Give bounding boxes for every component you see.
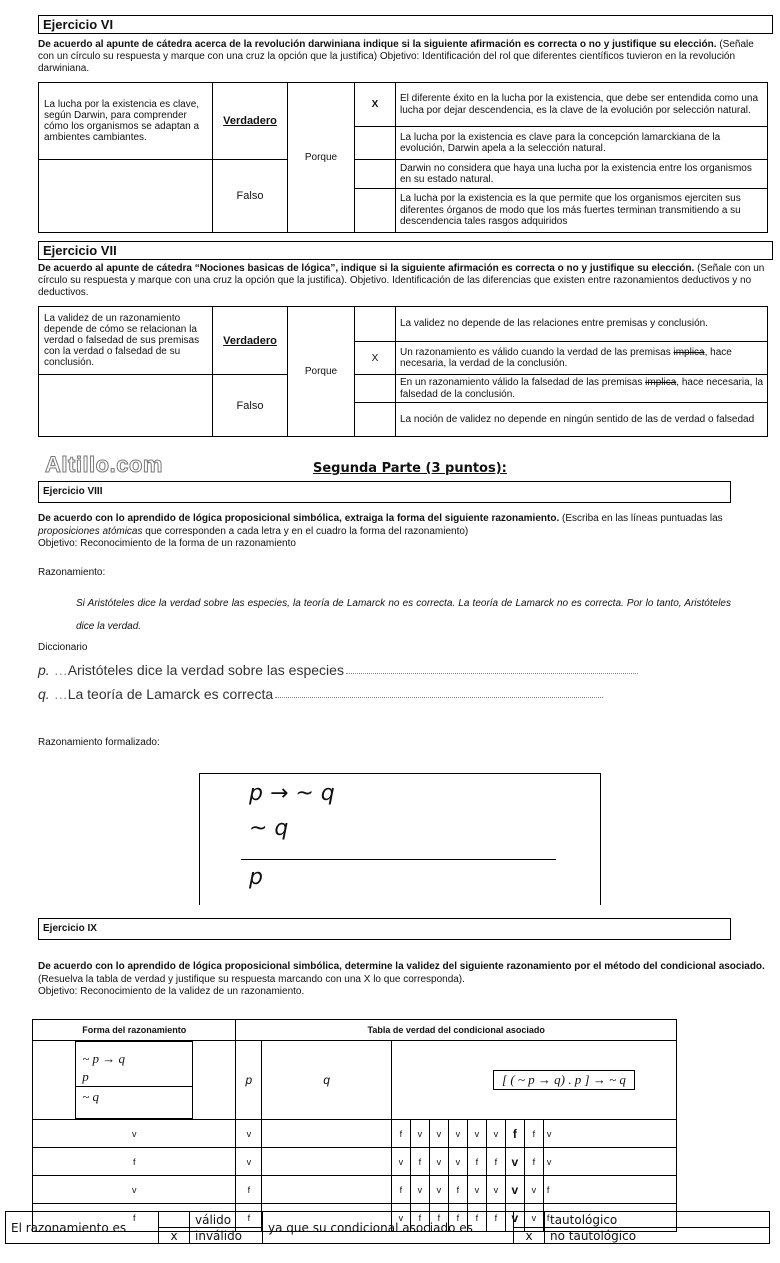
tt-formula-cell — [391, 1041, 676, 1120]
tt-form-box — [75, 1041, 193, 1119]
tt-cell-p[interactable]: f — [33, 1204, 236, 1232]
ej9-intro-rest: (Resuelva la tabla de verdad y justifique su respuesta marcando con una X lo que corresponda). — [38, 973, 465, 985]
tt-cell-value[interactable]: f — [543, 1204, 676, 1232]
ej6-title — [38, 15, 773, 34]
ej9-title-text: Ejercicio IX — [43, 923, 97, 934]
tt-cell-q[interactable]: f — [236, 1204, 262, 1232]
ej6-mark-4[interactable] — [355, 189, 396, 233]
tt-row — [33, 1120, 677, 1148]
ej8-intro-b: que corresponden a cada letra y en el cuadro la forma del razonamiento) — [142, 525, 469, 537]
dict-dots-lead-q: … — [53, 686, 68, 702]
ej6-statement: La lucha por la existencia es clave, según Darwin, para comprender cómo los organismos se adaptan a ambientes cambiantes. — [39, 83, 213, 160]
result-nontaut-mark[interactable]: x — [514, 1228, 545, 1244]
tt-p-header: p — [236, 1041, 262, 1120]
dict-row-q — [38, 686, 603, 702]
ej7-option-3-b: , hace necesaria, la falsedad de la conclusión. — [400, 377, 763, 400]
result-table — [5, 1211, 770, 1244]
ej7-false[interactable]: Falso — [213, 375, 288, 437]
second-part-title: Segunda Parte (3 puntos): — [313, 461, 507, 476]
ej6-option-3: Darwin no considera que haya una lucha por la existencia entre los organismos en su estado natural. — [396, 160, 768, 189]
dict-row-p — [38, 662, 638, 678]
ej7-title-text: Ejercicio VII — [43, 243, 117, 258]
dict-letter-p: p. — [38, 662, 50, 678]
tt-cell-value[interactable]: f — [505, 1120, 524, 1148]
ej9-intro-bold: De acuerdo con lo aprendido de lógica proposicional simbólica, determine la validez del siguiente razonamiento por el método del condicional asociado. — [38, 961, 765, 972]
tt-cell-value[interactable]: v — [505, 1176, 524, 1204]
tt-cell-value[interactable]: v — [448, 1148, 467, 1176]
tt-cell-value[interactable]: v — [391, 1148, 410, 1176]
ej7-option-3-a: En un razonamiento válido la falsedad de las premisas — [400, 377, 646, 388]
ej8-objective: Objetivo: Reconocimiento de la forma de un razonamiento — [38, 538, 296, 549]
tt-cell-value[interactable]: v — [505, 1204, 524, 1232]
tt-col1-header: Forma del razonamiento — [33, 1020, 236, 1041]
altillo-logo: Altillo.com — [45, 452, 163, 477]
tt-cell-q[interactable]: v — [236, 1120, 262, 1148]
ej7-option-2-strike: implica — [673, 346, 705, 358]
tt-cell-value[interactable]: v — [543, 1148, 676, 1176]
ej8-title — [38, 481, 731, 503]
result-taut: tautológico — [545, 1212, 770, 1228]
tt-cell-value[interactable]: v — [410, 1120, 429, 1148]
result-middle: ya que su condicional asociado es — [263, 1212, 514, 1244]
tt-cell-value[interactable]: f — [448, 1176, 467, 1204]
ej7-option-3 — [396, 375, 768, 403]
ej6-mark-2[interactable] — [355, 127, 396, 160]
result-taut-mark[interactable] — [514, 1212, 545, 1228]
ej7-mark-2[interactable]: X — [355, 342, 396, 375]
ej7-table — [38, 306, 768, 437]
tt-row — [33, 1176, 677, 1204]
ej6-option-4: La lucha por la existencia es la que permite que los organismos ejerciten sus diferentes órganos de modo que los más fuertes terminan transmitiendo a su descendencia tales rasgos adquiridos — [396, 189, 768, 233]
tt-cell-value[interactable]: f — [524, 1148, 543, 1176]
tt-cell-value[interactable]: f — [410, 1204, 429, 1232]
tt-cell-p[interactable]: v — [33, 1176, 236, 1204]
tt-cell-value[interactable]: v — [543, 1120, 676, 1148]
result-nontaut: no tautológico — [545, 1228, 770, 1244]
tt-cell-value[interactable]: f — [391, 1176, 410, 1204]
tt-cell-value[interactable]: f — [429, 1204, 448, 1232]
formal-premise-1[interactable]: p → ~ q — [249, 781, 335, 806]
tt-cell-value[interactable]: v — [467, 1120, 486, 1148]
tt-cell-value[interactable]: f — [391, 1120, 410, 1148]
tt-cell-value[interactable]: f — [467, 1148, 486, 1176]
tt-cell-p[interactable]: v — [33, 1120, 236, 1148]
ej7-title — [38, 241, 773, 260]
dict-text-q[interactable]: La teoría de Lamarck es correcta — [67, 686, 274, 702]
ej9-objective: Objetivo: Reconocimiento de la validez de un razonamiento. — [38, 986, 305, 997]
tt-cell-value[interactable]: v — [429, 1148, 448, 1176]
formal-conclusion-line — [241, 859, 556, 860]
tt-cell-value[interactable]: f — [524, 1120, 543, 1148]
ej6-porque: Porque — [288, 83, 355, 233]
ej8-razonamiento-label: Razonamiento: — [38, 567, 106, 578]
truth-table — [32, 1019, 677, 1232]
ej6-false[interactable]: Falso — [213, 160, 288, 233]
dict-dots-lead-p: … — [53, 662, 68, 678]
tt-spacer — [262, 1148, 392, 1176]
tt-cell-value[interactable]: f — [467, 1204, 486, 1232]
tt-form-line-1: ~ p → q — [82, 1051, 126, 1066]
ej6-intro-rest: (Señale con un círculo su respuesta y marque con una cruz la opción que la justifica) Objetivo: Identificación del rol que diferentes científicos tuvieron en la revolución darwiniana. — [38, 39, 754, 74]
tt-cell-value[interactable]: v — [486, 1176, 505, 1204]
ej7-option-2-b: , hace necesaria, la verdad de la conclusión. — [400, 346, 732, 369]
tt-cell-value[interactable]: v — [486, 1120, 505, 1148]
ej7-option-4 — [396, 403, 768, 437]
ej8-intro-bold: De acuerdo con lo aprendido de lógica proposicional simbólica, extraiga la forma del siguiente razonamiento. — [38, 513, 560, 524]
tt-cell-q[interactable]: v — [236, 1148, 262, 1176]
ej7-option-2 — [396, 342, 768, 375]
tt-form-line-3: ~ q — [82, 1089, 100, 1104]
ej7-mark-1[interactable] — [355, 307, 396, 342]
tt-row — [33, 1148, 677, 1176]
ej8-intro-a: (Escriba en las líneas puntuadas las — [562, 513, 723, 524]
ej7-intro-bold: De acuerdo al apunte de cátedra “Nociones basicas de lógica”, indique si la siguiente afirmación es correcta o no y justifique su elección. — [38, 263, 695, 274]
ej7-mark-3[interactable] — [355, 375, 396, 403]
ej7-option-1-text: La validez no depende de las relaciones entre premisas y conclusión. — [400, 318, 708, 330]
ej6-option-1: El diferente éxito en la lucha por la existencia, que debe ser entendida como una lucha por dejar descendencia, es la clave de la evolución por selección natural. — [396, 83, 768, 127]
formal-premise-2[interactable]: ~ q — [249, 816, 289, 841]
tt-form-cell — [33, 1041, 236, 1120]
tt-cell-value[interactable]: v — [524, 1204, 543, 1232]
ej7-mark-4[interactable] — [355, 403, 396, 437]
tt-cell-value[interactable]: f — [410, 1148, 429, 1176]
ej7-option-4-text: La noción de validez no depende en ningún sentido de las de verdad o falsedad — [400, 413, 755, 425]
ej8-intro — [38, 513, 766, 551]
tt-form-line-2: p — [82, 1069, 89, 1084]
dict-line-p — [346, 662, 638, 674]
tt-cell-q[interactable]: f — [236, 1176, 262, 1204]
tt-cell-value[interactable]: v — [410, 1176, 429, 1204]
ej7-intro — [38, 263, 768, 299]
dict-text-p[interactable]: Aristóteles dice la verdad sobre las especies — [67, 662, 344, 678]
tt-cell-value[interactable]: v — [429, 1176, 448, 1204]
ej8-razonamiento: Si Aristóteles dice la verdad sobre las especies, la teoría de Lamarck no es correcta. La teoría de Lamarck no es correcta. Por lo tanto, Aristóteles dice la verdad. — [76, 598, 731, 632]
ej6-true[interactable]: Verdadero — [213, 83, 288, 160]
ej7-intro-rest: (Señale con un círculo su respuesta y marque con una cruz la opción que la justifica). Objetivo. Identificación de las diferencias que existen entre razonamientos deductivos y no deductivos. — [38, 263, 765, 298]
tt-cell-value[interactable]: f — [486, 1148, 505, 1176]
tt-cell-value[interactable]: f — [543, 1176, 676, 1204]
ej7-option-1 — [396, 307, 768, 342]
tt-cell-value[interactable]: f — [448, 1204, 467, 1232]
ej7-option-3-strike: implica — [645, 377, 677, 388]
ej9-intro — [38, 961, 768, 999]
ej8-diccionario-label: Diccionario — [38, 642, 88, 653]
ej6-option-2: La lucha por la existencia es clave para la concepción lamarckiana de la evolución, Darwin apela a la selección natural. — [396, 127, 768, 160]
tt-formula: [ ( ~ p → q) . p ] → ~ q — [493, 1070, 635, 1090]
ej8-intro-italic: proposiciones atómicas — [38, 525, 143, 537]
dict-letter-q: q. — [38, 686, 50, 702]
ej8-formalizado-label: Razonamiento formalizado: — [38, 737, 160, 748]
formal-conclusion[interactable]: p — [249, 865, 263, 890]
ej6-title-text: Ejercicio VI — [43, 17, 114, 32]
ej6-intro-bold: De acuerdo al apunte de cátedra acerca de la revolución darwiniana indique si la siguiente afirmación es correcta o no y justifique su elección. — [38, 39, 717, 50]
tt-cell-value[interactable]: v — [524, 1176, 543, 1204]
result-invalid-mark[interactable]: x — [159, 1228, 190, 1244]
ej6-table — [38, 82, 768, 233]
ej7-true[interactable]: Verdadero — [213, 307, 288, 375]
tt-spacer — [262, 1176, 392, 1204]
ej7-option-2-a: Un razonamiento es válido cuando la verdad de las premisas — [400, 346, 674, 358]
ej6-mark-1[interactable]: X — [355, 83, 396, 127]
ej7-statement: La validez de un razonamiento depende de cómo se relacionan la verdad o falsedad de sus premisas con la verdad o falsedad de su conclusión. — [39, 307, 213, 375]
tt-spacer — [262, 1120, 392, 1148]
result-valid: válido — [190, 1212, 263, 1228]
result-valid-mark[interactable] — [159, 1212, 190, 1228]
result-label: El razonamiento es — [6, 1212, 159, 1244]
tt-cell-value[interactable]: f — [486, 1204, 505, 1232]
tt-q-header: q — [262, 1041, 392, 1120]
dict-line-q — [275, 686, 603, 698]
tt-cell-value[interactable]: v — [429, 1120, 448, 1148]
tt-col2-header: Tabla de verdad del condicional asociado — [236, 1020, 677, 1041]
ej8-title-text: Ejercicio VIII — [43, 486, 103, 497]
tt-cell-p[interactable]: f — [33, 1148, 236, 1176]
tt-form-rule — [76, 1086, 192, 1087]
ej7-porque: Porque — [288, 307, 355, 437]
result-invalid: inválido — [190, 1228, 263, 1244]
ej6-mark-3[interactable] — [355, 160, 396, 189]
ej9-title — [38, 918, 731, 940]
ej6-intro — [38, 39, 768, 75]
tt-cell-value[interactable]: v — [505, 1148, 524, 1176]
tt-cell-value[interactable]: v — [467, 1176, 486, 1204]
tt-cell-value[interactable]: v — [391, 1204, 410, 1232]
tt-cell-value[interactable]: v — [448, 1120, 467, 1148]
